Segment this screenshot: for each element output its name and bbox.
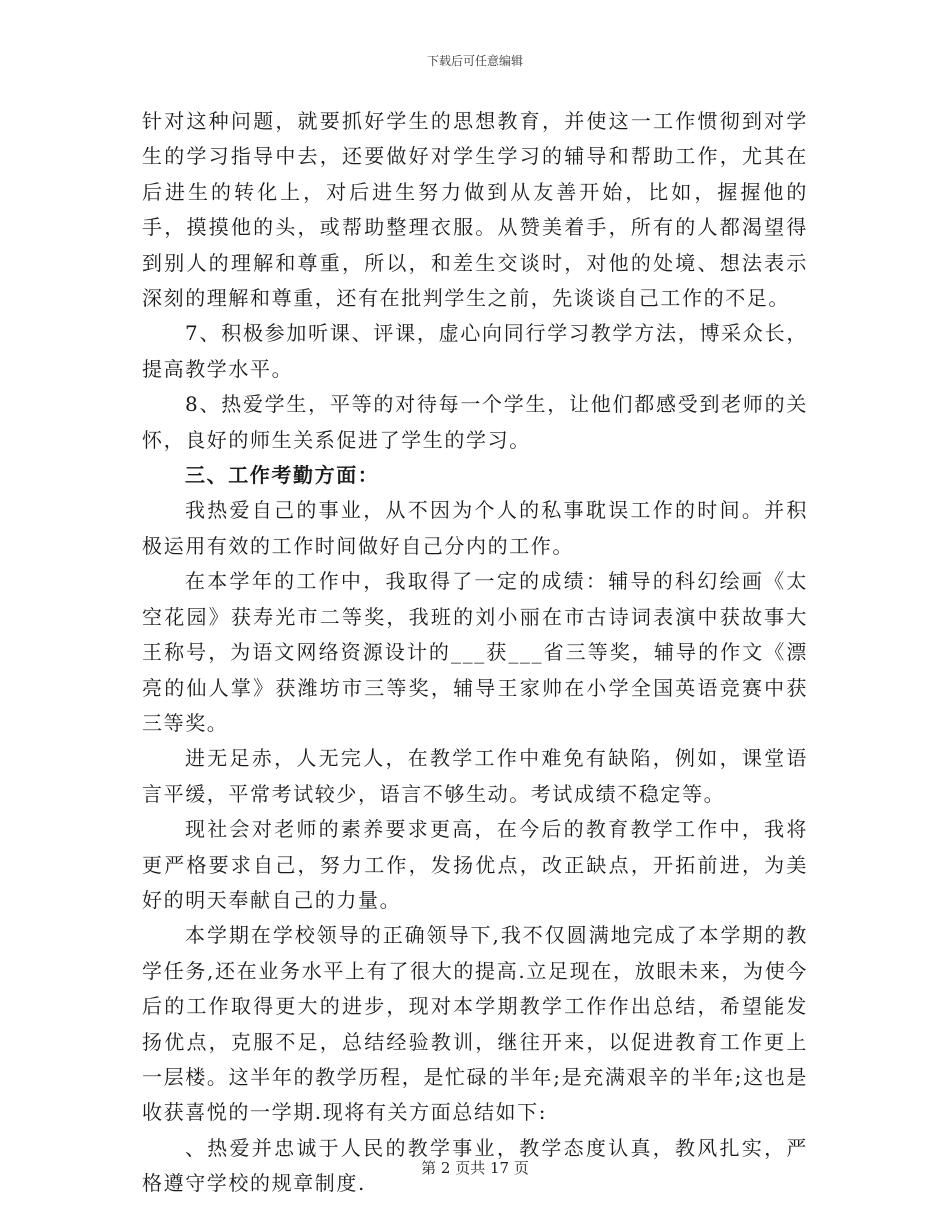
paragraph: 现社会对老师的素养要求更高，在今后的教育教学工作中，我将更严格要求自己，努力工作，发扬优点，改正缺点，开拓前进，为美好的明天奉献自己的力量。	[142, 817, 808, 912]
paragraph: 针对这种问题，就要抓好学生的思想教育，并使这一工作惯彻到对学生的学习指导中去，还要做好对学生学习的辅导和帮助工作，尤其在后进生的转化上，对后进生努力做到从友善开始，比如，握握他的手，摸摸他的头，或帮助整理衣服。从赞美着手，所有的人都渴望得到别人的理解和尊重，所以，和差生交谈时，对他的处境、想法表示深刻的理解和尊重，还有在批判学生之前，先谈谈自己工作的不足。	[142, 109, 808, 311]
paragraph: 、热爱并忠诚于人民的教学事业，教学态度认真，教风扎实，严格遵守学校的规章制度.	[142, 1135, 808, 1196]
page-header: 下载后可任意编辑	[426, 54, 523, 68]
document-body	[142, 104, 808, 1202]
paragraph: 我热爱自己的事业，从不因为个人的私事耽误工作的时间。并积极运用有效的工作时间做好自己分内的工作。	[142, 498, 808, 558]
paragraph: 本学期在学校领导的正确领导下,我不仅圆满地完成了本学期的教学任务,还在业务水平上有了很大的提高.立足现在，放眼未来，为使今后的工作取得更大的进步，现对本学期教学工作作出总结，希望能发扬优点，克服不足，总结经验教训，继往开来，以促进教育工作更上一层楼。这半年的教学历程，是忙碌的半年;是充满艰辛的半年;这也是收获喜悦的一学期.现将有关方面总结如下:	[142, 923, 808, 1125]
page-footer: 第 2 页共 17 页	[421, 1159, 529, 1177]
paragraph: 8、热爱学生，平等的对待每一个学生，让他们都感受到老师的关怀，良好的师生关系促进了学生的学习。	[142, 392, 808, 452]
paragraph: 7、积极参加听课、评课，虚心向同行学习教学方法，博采众长，提高教学水平。	[142, 321, 808, 381]
paragraph: 在本学年的工作中，我取得了一定的成绩：辅导的科幻绘画《太空花园》获寿光市二等奖，我班的刘小丽在市古诗词表演中获故事大王称号，为语文网络资源设计的___获___省三等奖，辅导的作文《漂亮的仙人掌》获潍坊市三等奖，辅导王家帅在小学全国英语竞赛中获三等奖。	[142, 569, 808, 735]
paragraph: 进无足赤，人无完人，在教学工作中难免有缺陷，例如，课堂语言平缓，平常考试较少，语言不够生动。考试成绩不稳定等。	[142, 746, 808, 806]
section-heading: 三、工作考勤方面：	[185, 463, 380, 488]
